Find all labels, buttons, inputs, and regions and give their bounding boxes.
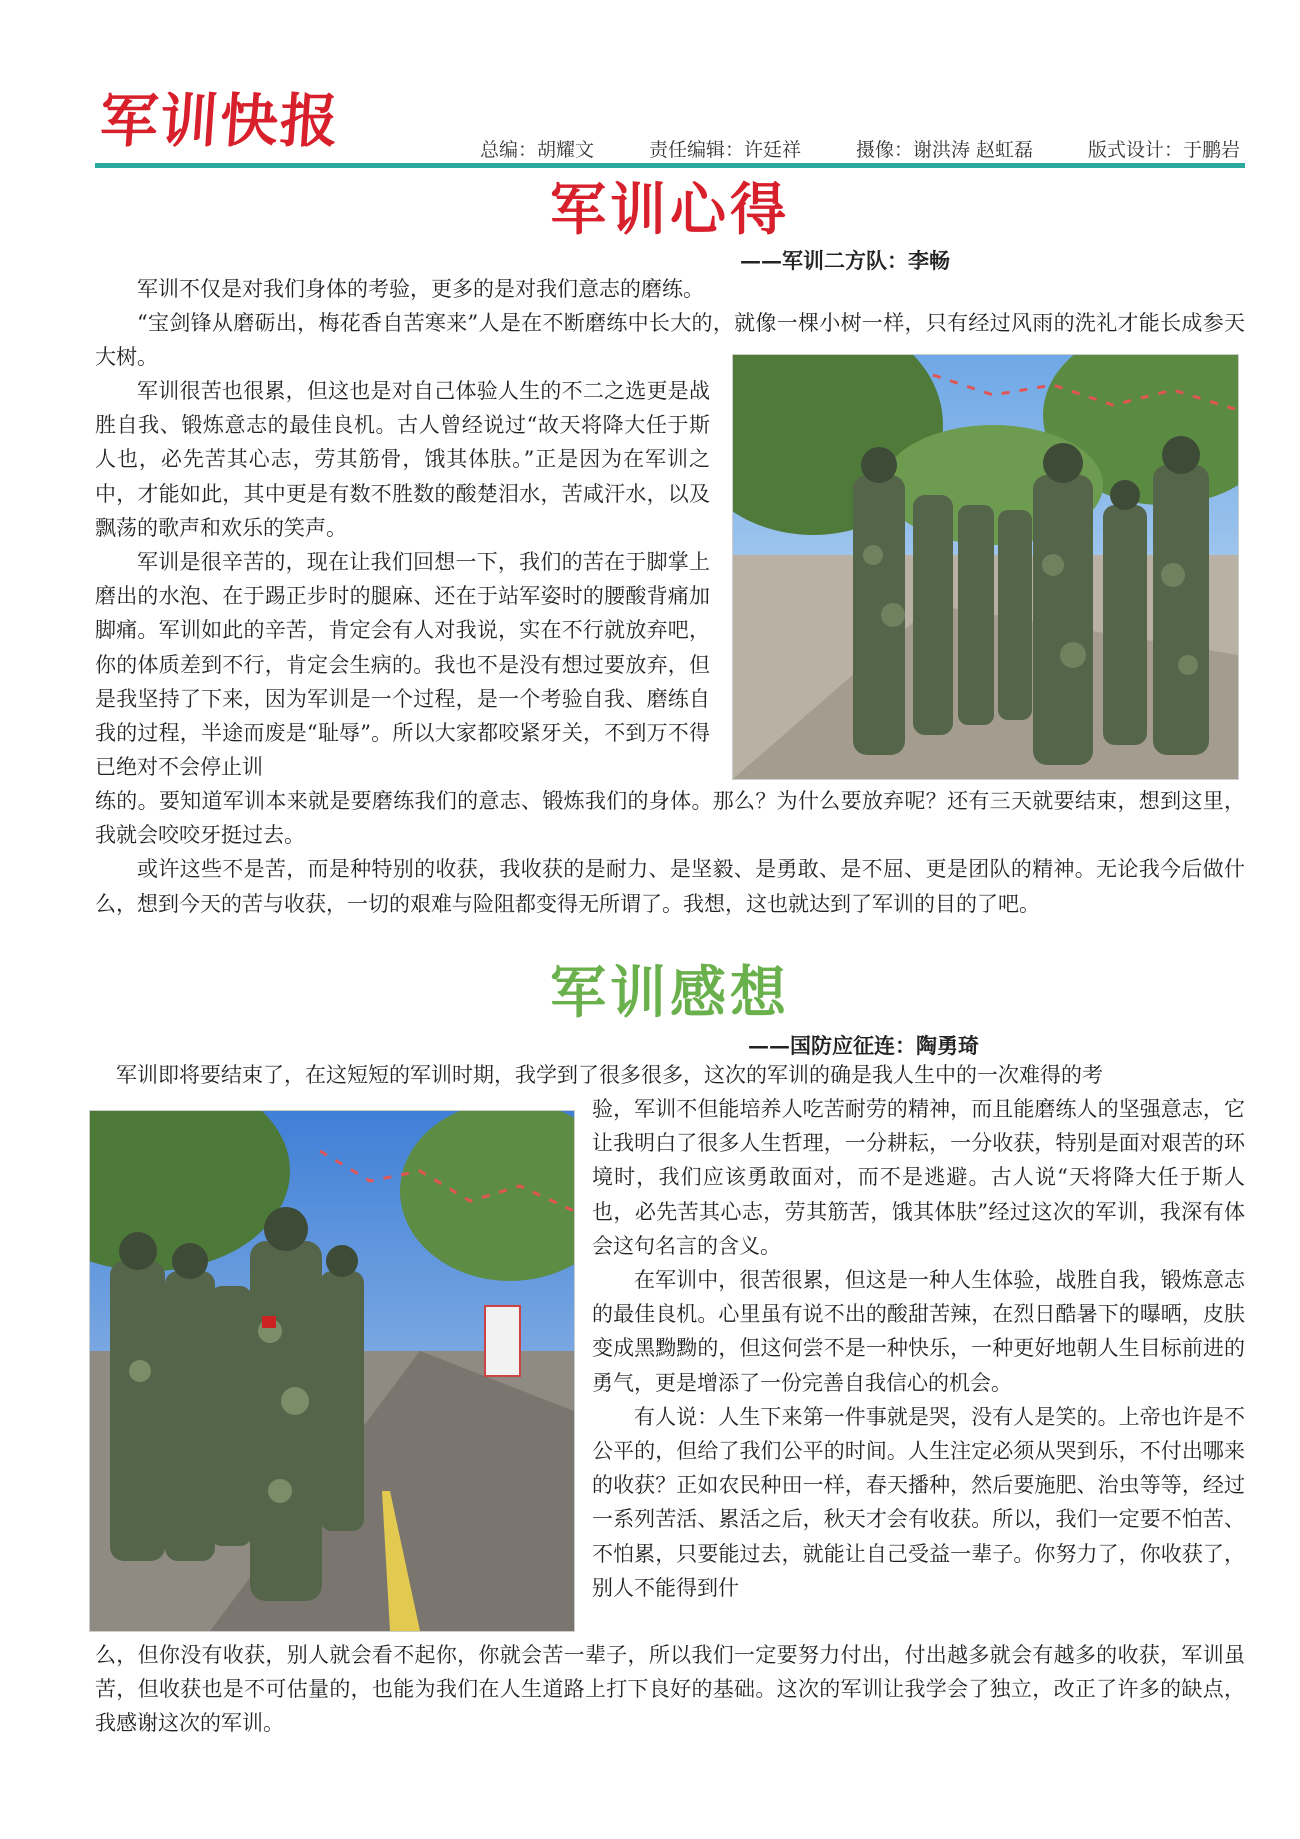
training-photo-standing-formation (89, 1110, 575, 1632)
masthead-divider (95, 163, 1245, 168)
article1-paragraph: 练的。要知道军训本来就是要磨练我们的意志、锻炼我们的身体。那么？为什么要放弃呢？还有三天就要结束，想到这里，我就会咬咬牙挺过去。 (95, 789, 1245, 848)
article2-paragraph: 在军训中，很苦很累，但这是一种人生体验，战胜自我，锻炼意志的最佳良机。心里虽有说不出的酸甜苦辣，在烈日酷暑下的曝晒，皮肤变成黑黝黝的，但这何尝不是一种快乐，一种更好地朝人生目标前进的勇气，更是增添了一份完善自我信心的机会。 (592, 1268, 1245, 1395)
masthead-credits (480, 135, 1240, 162)
article1-closing (95, 784, 1245, 921)
article1-byline: ——军训二方队：李畅 (740, 248, 950, 273)
article1-paragraph: 军训不仅是对我们身体的考验，更多的是对我们意志的磨练。 (137, 277, 704, 301)
article2-closing (95, 1638, 1245, 1741)
article2-paragraph: 有人说：人生下来第一件事就是哭，没有人是笑的。上帝也许是不公平的，但给了我们公平的时间。人生注定必须从哭到乐，不付出哪来的收获？正如农民种田一样，春天播种，然后要施肥、治虫等等，经过一系列苦活、累活之后，秋天才会有收获。所以，我们一定要不怕苦、不怕累，只要能过去，就能让自己受益一辈子。你努力了，你收获了，别人不能得到什 (592, 1404, 1245, 1600)
training-photo-marching-students (732, 354, 1239, 780)
masthead-title: 军训快报 (97, 87, 343, 155)
article2-title: 军训感想 (550, 960, 790, 1026)
article1-paragraph: 军训是很辛苦的，现在让我们回想一下，我们的苦在于脚掌上磨出的水泡、在于踢正步时的腿麻、还在于站军姿时的腰酸背痛加脚痛。军训如此的辛苦，肯定会有人对我说，实在不行就放弃吧，你的体质差到不行，肯定会生病的。我也不是没有想过要放弃，但是我坚持了下来，因为军训是一个过程，是一个考验自我、磨练自我的过程，半途而废是“耻辱”。所以大家都咬紧牙关，不到万不得已绝对不会停止训 (95, 550, 710, 780)
credit-photographer: 摄像：谢洪涛 赵虹磊 (855, 139, 1034, 161)
article1-title: 军训心得 (550, 177, 790, 243)
article1-paragraph: “宝剑锋从磨砺出，梅花香自苦寒来”人是在不断磨练中长大的，就像一棵小树一样，只有经过风雨的洗礼才能长成参天大树。 (95, 311, 1245, 370)
credit-layout-designer: 版式设计：于鹏岩 (1087, 139, 1240, 161)
article1-paragraph: 或许这些不是苦，而是种特别的收获，我收获的是耐力、是坚毅、是勇敢、是不屈、更是团队的精神。无论我今后做什么，想到今天的苦与收获，一切的艰难与险阻都变得无所谓了。我想，这也就达到了军训的目的了吧。 (95, 857, 1245, 916)
article2-byline: ——国防应征连：陶勇琦 (748, 1033, 979, 1058)
credit-responsible-editor: 责任编辑：许廷祥 (648, 139, 801, 161)
article2-paragraph: 么，但你没有收获，别人就会看不起你，你就会苦一辈子，所以我们一定要努力付出，付出越多就会有越多的收获，军训虽苦，但收获也是不可估量的，也能为我们在人生道路上打下良好的基础。这次的军训让我学会了独立，改正了许多的缺点，我感谢这次的军训。 (95, 1643, 1245, 1736)
article2-paragraph: 军训即将要结束了，在这短短的军训时期，我学到了很多很多，这次的军训的确是我人生中的一次难得的考 (116, 1063, 1103, 1087)
article1-paragraph: 军训很苦也很累，但这也是对自己体验人生的不二之选更是战胜自我、锻炼意志的最佳良机。古人曾经说过“故天将降大任于斯人也，必先苦其心志，劳其筋骨，饿其体肤。”正是因为在军训之中，才能如此，其中更是有数不胜数的酸楚泪水，苦咸汗水，以及飘荡的歌声和欢乐的笑声。 (95, 379, 710, 540)
article2-paragraph: 验，军训不但能培养人吃苦耐劳的精神，而且能磨练人的坚强意志，它让我明白了很多人生哲理，一分耕耘，一分收获，特别是面对艰苦的环境时，我们应该勇敢面对，而不是逃避。古人说“天将降大任于斯人也，必先苦其心志，劳其筋苦，饿其体肤”经过这次的军训，我深有体会这句名言的含义。 (592, 1097, 1245, 1258)
credit-chief-editor: 总编：胡耀文 (480, 139, 595, 161)
article1-side-column (95, 374, 710, 784)
article2-intro (95, 1058, 1245, 1092)
article2-side-column (592, 1092, 1245, 1605)
